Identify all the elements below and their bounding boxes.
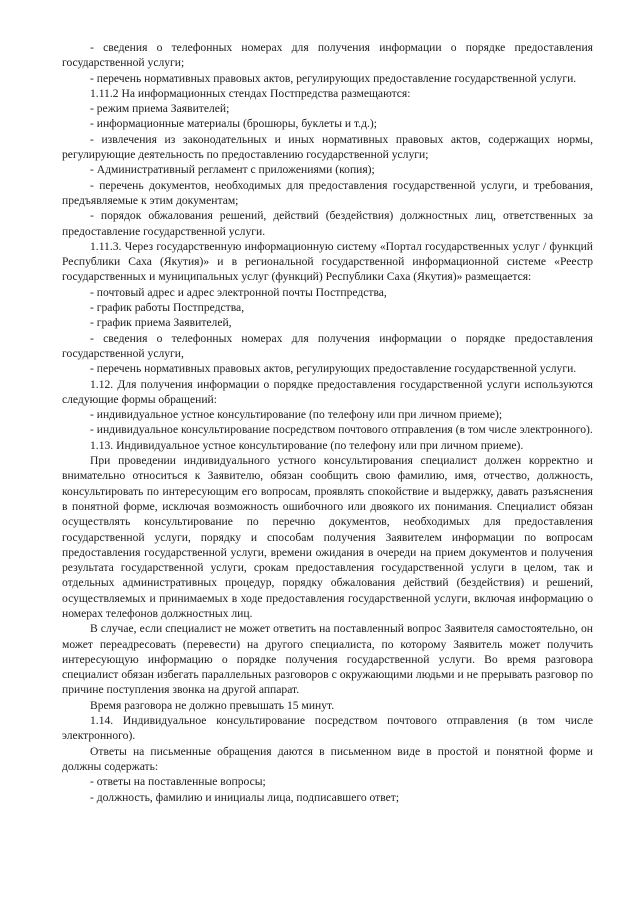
- document-paragraph: - почтовый адрес и адрес электронной почты Постпредства,: [90, 285, 387, 299]
- document-paragraph: - извлечения из законодательных и иных нормативных правовых актов, содержащих нормы, регулирующие деятельность по предоставлению государственной услуги;: [62, 132, 593, 162]
- document-paragraph: - порядок обжалования решений, действий (бездействия) должностных лиц, ответственных за предоставление государственной услуги.: [62, 209, 593, 238]
- document-paragraph: - перечень документов, необходимых для предоставления государственной услуги, и требования, предъявляемые к этим документам;: [62, 178, 593, 207]
- document-paragraph: 1.13. Индивидуальное устное консультирование (по телефону или при личном приеме).: [90, 438, 524, 452]
- document-body: [62, 40, 593, 805]
- document-paragraph: - график приема Заявителей,: [90, 316, 232, 330]
- document-paragraph: - перечень нормативных правовых актов, регулирующих предоставление государственной услуги.: [90, 362, 577, 376]
- document-paragraph: - режим приема Заявителей;: [90, 102, 230, 116]
- document-paragraph: В случае, если специалист не может ответить на поставленный вопрос Заявителя самостоятельно, он может переадресовать (перевести) на другого специалиста, по которому Заявитель может получить интересующую информацию о порядке получения государственной услуги. Во время разговора специалист обязан избегать параллельных разговоров с окружающими людьми и не прерывать разговор по причине поступления звонка на другой аппарат.: [62, 622, 593, 697]
- document-paragraph: - сведения о телефонных номерах для получения информации о порядке предоставления государственной услуги,: [62, 331, 593, 360]
- document-paragraph: - индивидуальное устное консультирование (по телефону или при личном приеме);: [90, 408, 503, 422]
- document-paragraph: 1.14. Индивидуальное консультирование посредством почтового отправления (в том числе электронного).: [62, 714, 593, 743]
- document-paragraph: - информационные материалы (брошюры, буклеты и т.д.);: [90, 117, 377, 131]
- document-paragraph: 1.11.3. Через государственную информационную систему «Портал государственных услуг / функций Республики Саха (Якутия)» и в региональной государственной информационной системе «Реестр государственных и муниципальных услуг (функций) Республики Саха (Якутия)» размещается:: [62, 239, 593, 284]
- document-paragraph: - должность, фамилию и инициалы лица, подписавшего ответ;: [90, 790, 400, 804]
- document-paragraph: - сведения о телефонных номерах для получения информации о порядке предоставления государственной услуги;: [62, 41, 593, 70]
- document-paragraph: - ответы на поставленные вопросы;: [90, 775, 266, 789]
- document-paragraph: Ответы на письменные обращения даются в письменном виде в простой и понятной форме и должны содержать:: [62, 744, 593, 773]
- document-paragraph: Время разговора не должно превышать 15 минут.: [90, 698, 335, 712]
- document-paragraph: - Административный регламент с приложениями (копия);: [90, 163, 375, 177]
- document-paragraph: 1.12. Для получения информации о порядке предоставления государственной услуги используются следующие формы обращений:: [62, 377, 593, 406]
- document-paragraph: При проведении индивидуального устного консультирования специалист должен корректно и внимательно относиться к Заявителю, обязан сообщить свою фамилию, имя, отчество, должность, консультировать по интересующим его вопросам, проявлять спокойствие и выдержку, давать разъяснения в понятной форме, исключая возможность ошибочного или двоякого их понимания. Специалист обязан осуществлять консультирование по перечню документов, необходимых для предоставления государственной услуги, порядку и способам получения Заявителем информации по вопросам предоставления государственной услуги, времени ожидания в очереди на прием документов и получения результата государственной услуги, срокам предоставления государственной услуги в целом, так и отдельных административных процедур, порядку обжалования действий (бездействия) и решений, осуществляемых и принимаемых в ходе предоставления государственной услуги, включая информацию о номерах телефонов должностных лиц.: [62, 454, 593, 620]
- document-paragraph: - индивидуальное консультирование посредством почтового отправления (в том числе электронного).: [90, 423, 593, 437]
- document-paragraph: - график работы Постпредства,: [90, 301, 245, 315]
- document-paragraph: - перечень нормативных правовых актов, регулирующих предоставление государственной услуги.: [90, 71, 577, 85]
- document-paragraph: 1.11.2 На информационных стендах Постпредства размещаются:: [90, 86, 411, 100]
